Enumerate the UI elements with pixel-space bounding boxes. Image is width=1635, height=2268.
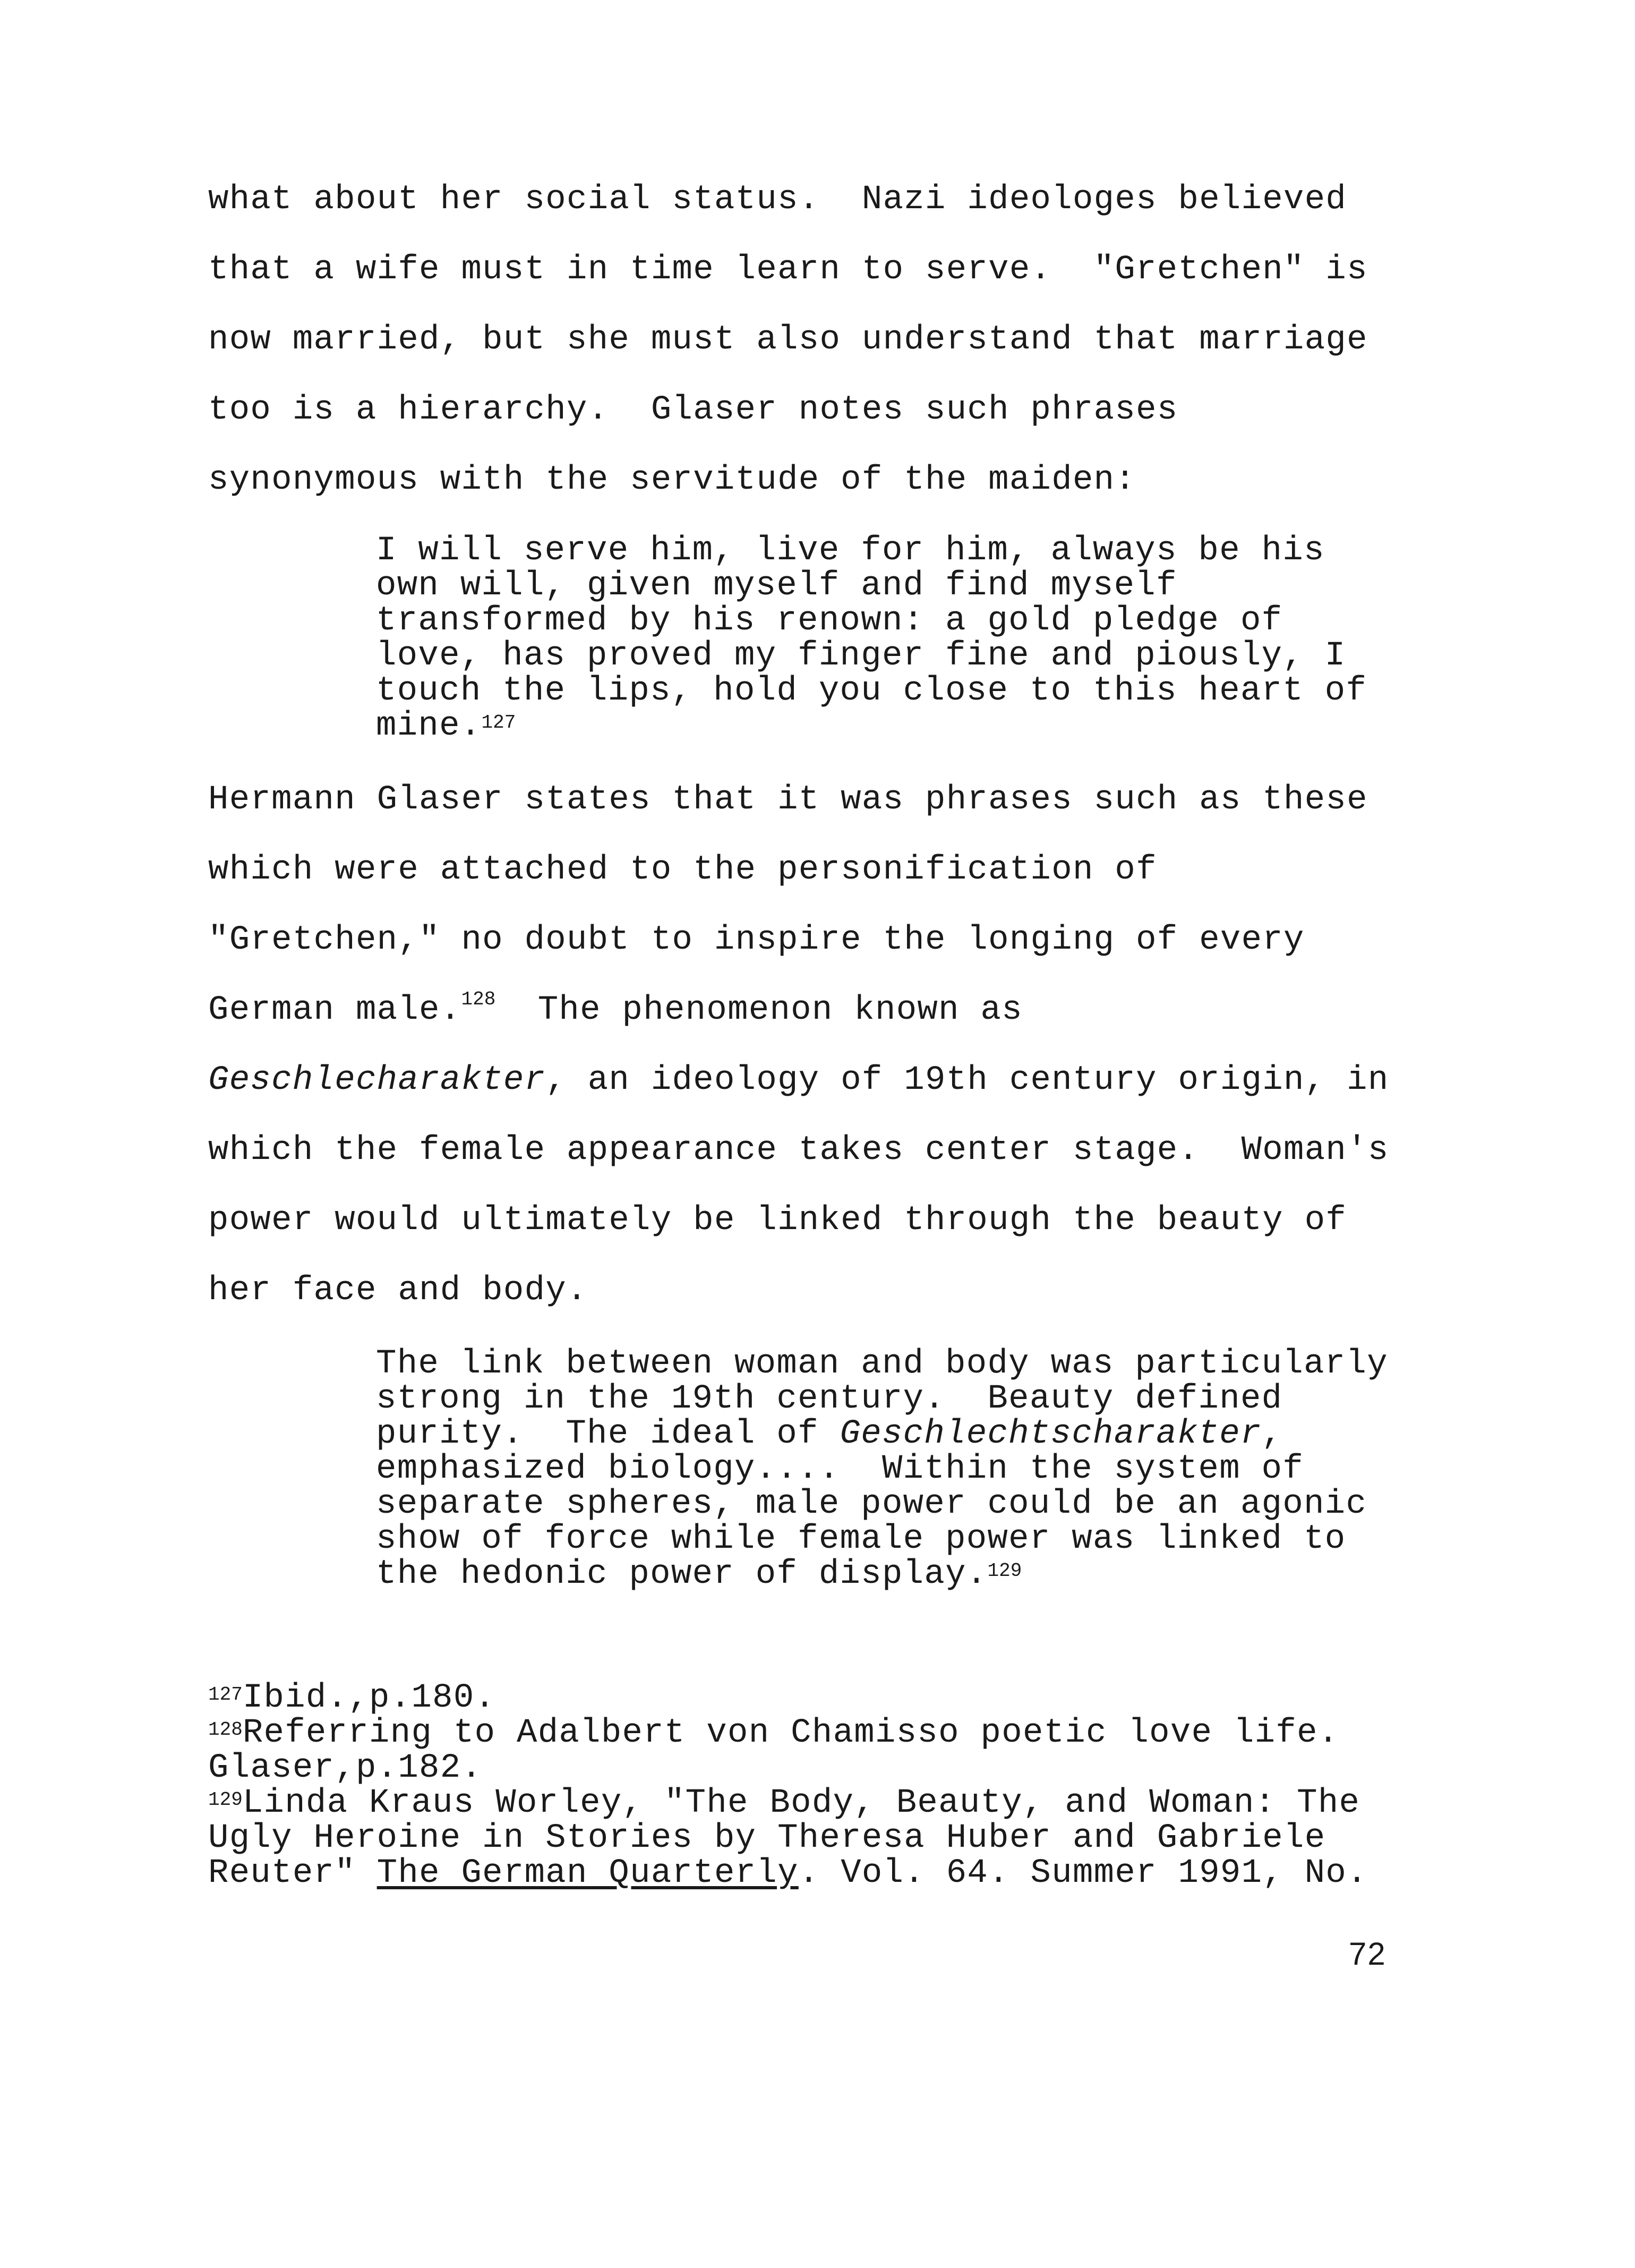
footnote-127 (208, 1681, 495, 1716)
footnote-128-continued: Glaser,p.182. (208, 1749, 483, 1787)
paragraph-line: power would ultimately be linked through the beauty of (208, 1201, 1347, 1240)
footnote-text: Reuter" (208, 1854, 377, 1892)
footnote-mark: 129 (208, 1789, 243, 1811)
quote-text: the hedonic power of display. (376, 1555, 988, 1593)
quote-text: purity. The ideal of (376, 1415, 840, 1453)
paragraph-line: what about her social status. Nazi ideologes believed (208, 181, 1347, 219)
block-quote-line: The link between woman and body was particularly (376, 1345, 1388, 1383)
footnote-reference: 127 (481, 712, 516, 734)
block-quote-line: love, has proved my finger fine and piously, I (376, 637, 1346, 675)
italic-term: Geschlechtscharakter (840, 1415, 1262, 1453)
page-number: 72 (1349, 1936, 1386, 1972)
block-quote-line: I will serve him, live for him, always be his (376, 532, 1325, 570)
footnote-129-line: Ugly Heroine in Stories by Theresa Huber and Gabriele (208, 1819, 1326, 1857)
paragraph-text: , an ideology of 19th century origin, in (545, 1061, 1389, 1099)
footnote-129 (208, 1786, 1360, 1821)
block-quote-line: touch the lips, hold you close to this heart of (376, 672, 1367, 710)
footnote-text: Ibid.,p.180. (242, 1679, 496, 1717)
paragraph-line: Hermann Glaser states that it was phrases such as these (208, 781, 1368, 819)
paragraph-line: too is a hierarchy. Glaser notes such phrases (208, 391, 1178, 429)
paragraph-text: German male. (208, 991, 461, 1029)
footnote-mark: 127 (208, 1684, 243, 1706)
block-quote-line: emphasized biology.... Within the system of (376, 1450, 1304, 1488)
italic-term: Geschlecharakter (208, 1061, 546, 1099)
block-quote-line (376, 1417, 1282, 1452)
paragraph-text: The phenomenon known as (495, 991, 1023, 1029)
block-quote-line (376, 1557, 1022, 1592)
block-quote-line: own will, given myself and find myself (376, 567, 1177, 605)
block-quote-line (376, 709, 516, 744)
block-quote-line: transformed by his renown: a gold pledge of (376, 602, 1283, 640)
paragraph-line: which the female appearance takes center stage. Woman's (208, 1131, 1389, 1170)
footnote-128 (208, 1716, 1339, 1751)
block-quote-line: separate spheres, male power could be an agonic (376, 1485, 1367, 1523)
footnote-text: . Vol. 64. Summer 1991, No. (798, 1854, 1368, 1892)
paragraph-line: "Gretchen," no doubt to inspire the longing of every (208, 921, 1305, 959)
footnote-text: Referring to Adalbert von Chamisso poetic love life. (242, 1714, 1339, 1752)
block-quote-line: strong in the 19th century. Beauty defined (376, 1380, 1283, 1418)
paragraph-line (208, 988, 1023, 1029)
paragraph-line: that a wife must in time learn to serve. "Gretchen" is (208, 251, 1368, 289)
paragraph-line (208, 1063, 1389, 1097)
quote-text: , (1261, 1415, 1283, 1453)
footnote-reference: 128 (461, 988, 496, 1010)
paragraph-line: her face and body. (208, 1272, 588, 1310)
block-quote-line: show of force while female power was linked to (376, 1520, 1346, 1558)
paragraph-line: which were attached to the personification of (208, 851, 1157, 889)
journal-title: The German Quarterly (376, 1854, 799, 1892)
footnote-reference: 129 (987, 1560, 1022, 1582)
paragraph-line: now married, but she must also understand that marriage (208, 321, 1368, 359)
footnote-129-line (208, 1856, 1368, 1891)
footnote-mark: 128 (208, 1719, 243, 1741)
quote-text: mine. (376, 707, 482, 745)
footnote-text: Linda Kraus Worley, "The Body, Beauty, and Woman: The (242, 1784, 1360, 1822)
paragraph-line: synonymous with the servitude of the maiden: (208, 461, 1136, 499)
